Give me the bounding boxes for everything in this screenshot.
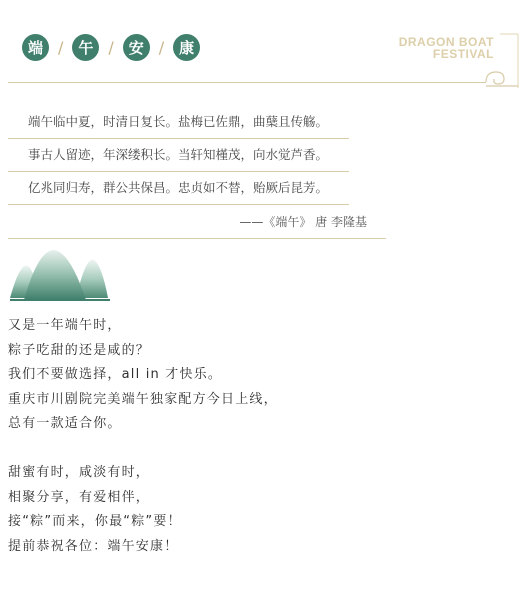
paragraph-line: 接“粽”而来，你最“粽”要！ [8, 514, 182, 530]
title-row [22, 34, 200, 61]
paragraph-line: 粽子吃甜的还是咸的？ [8, 342, 151, 358]
title-separator: / [158, 38, 165, 57]
title-char-1: 端 [22, 34, 49, 61]
poem-line: 事古人留迹，年深缕积长。当轩知槿茂，向水觉芦香。 [8, 139, 349, 172]
title-separator: / [58, 38, 64, 57]
paragraph-gap [8, 437, 508, 461]
english-title-line-1: DRAGON BOAT [398, 35, 494, 49]
title-char-2: 午 [72, 34, 99, 61]
poem-line: 亿兆同归寿，群公共保昌。忠贞如不替，贻厥后昆芳。 [8, 172, 349, 205]
paragraph-line: 相聚分享，有爱相伴， [8, 489, 151, 505]
paragraph-line: 重庆市川剧院完美端午独家配方今日上线， [8, 391, 278, 407]
paragraph-line: 提前恭祝各位：端午安康！ [8, 538, 179, 554]
poem-attribution: ——《端午》 唐 李隆基 [239, 215, 367, 229]
paragraph-line: 又是一年端午时， [8, 318, 122, 333]
paragraph-line: 我们不要做选择，all in 才快乐。 [8, 367, 223, 383]
attribution-divider [8, 238, 386, 239]
poem-line: 端午临中夏，时清日复长。盐梅已佐鼎，曲蘖且传觞。 [8, 106, 349, 139]
paragraph-line: 总有一款适合你。 [8, 416, 122, 432]
body-text [8, 314, 508, 559]
cloud-swirl-icon [482, 62, 522, 92]
header [0, 0, 532, 90]
paragraph-line: 甜蜜有时，咸淡有时， [8, 464, 151, 480]
english-title [399, 36, 494, 60]
header-divider [8, 82, 486, 83]
english-title-line-2: FESTIVAL [432, 47, 494, 61]
poem-block [8, 106, 349, 205]
mountains-illustration [10, 248, 110, 302]
title-char-3: 安 [123, 34, 150, 61]
title-separator: / [108, 38, 114, 57]
title-char-4: 康 [173, 34, 200, 61]
